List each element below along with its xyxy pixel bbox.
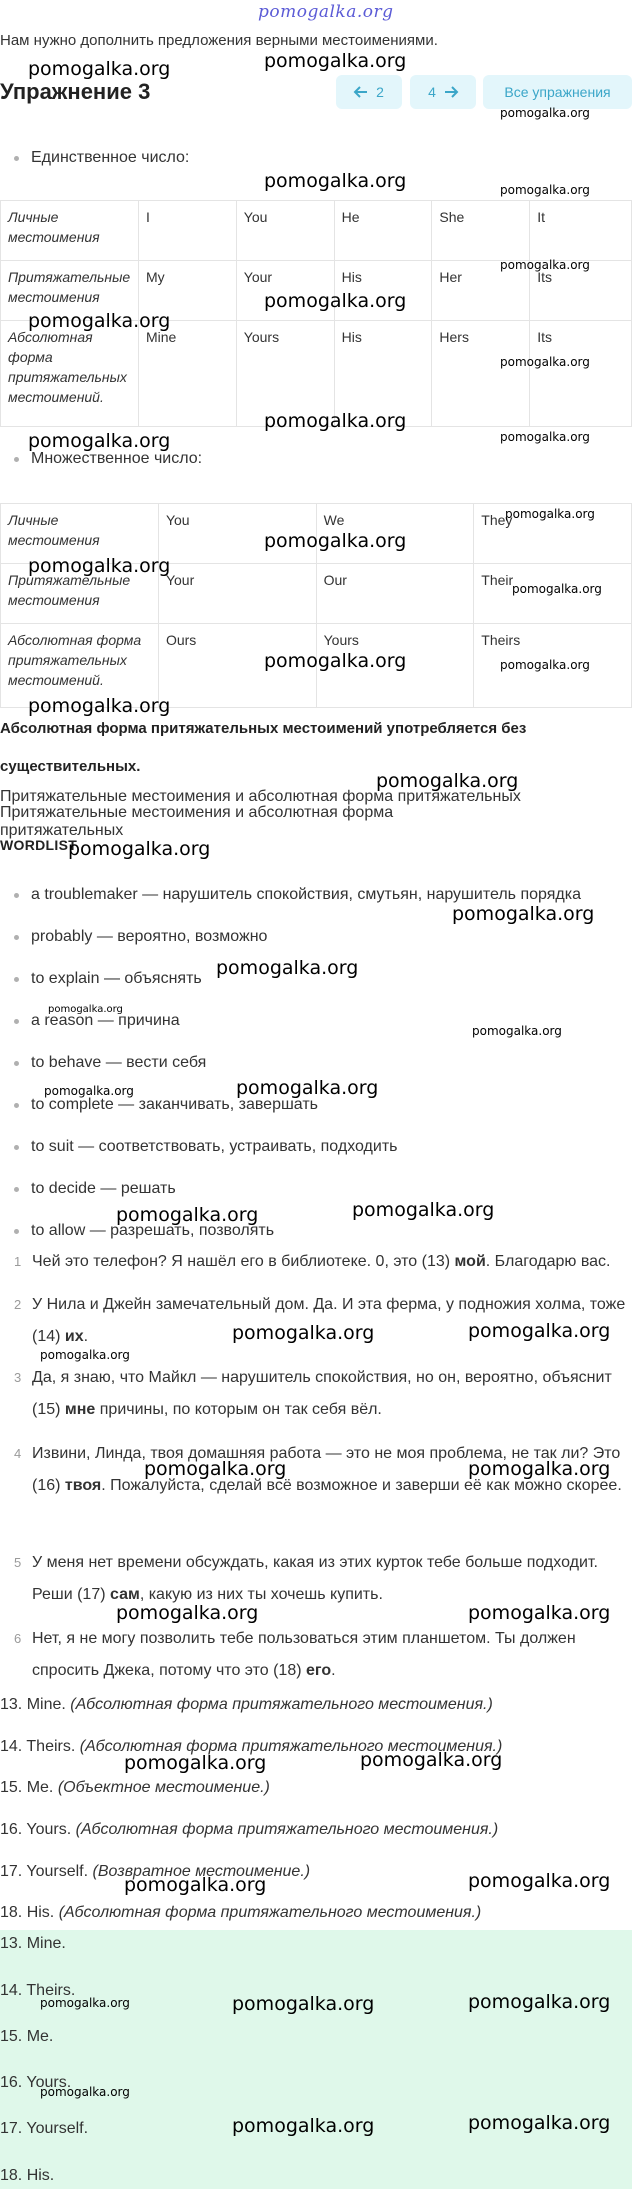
sentence-number: 3 bbox=[14, 1370, 22, 1385]
table-cell: His bbox=[334, 261, 432, 321]
sentence-text-end: . Пожалуйста, сделай всё возможное и заверши её как можно скорее. bbox=[101, 1477, 622, 1494]
wordlist-text: to suit — соответствовать, устраивать, подходить bbox=[31, 1138, 398, 1155]
plural-label: Множественное число: bbox=[31, 450, 203, 467]
table-cell: Its bbox=[530, 321, 632, 427]
watermark: pomogalka.org bbox=[512, 582, 602, 596]
watermark: pomogalka.org bbox=[468, 1602, 611, 1624]
watermark: pomogalka.org bbox=[468, 1870, 611, 1892]
watermark: pomogalka.org bbox=[116, 1204, 259, 1226]
bullet-dot bbox=[14, 457, 19, 462]
watermark: pomogalka.org bbox=[48, 1004, 123, 1015]
watermark: pomogalka.org bbox=[468, 1458, 611, 1480]
answer-note: (Абсолютная форма притяжательного местоимения.) bbox=[75, 1821, 499, 1838]
watermark: pomogalka.org bbox=[144, 1458, 287, 1480]
wordlist-text: to complete — заканчивать, завершать bbox=[31, 1096, 319, 1113]
bullet-dot bbox=[14, 1103, 19, 1108]
answer-line bbox=[0, 1821, 498, 1839]
watermark: pomogalka.org bbox=[232, 1322, 375, 1344]
bullet-dot bbox=[14, 893, 19, 898]
watermark: pomogalka.org bbox=[40, 1348, 130, 1362]
watermark: pomogalka.org bbox=[468, 2112, 611, 2134]
exercise-title: Упражнение 3 bbox=[0, 79, 151, 104]
wordlist-text: probably — вероятно, возможно bbox=[31, 928, 268, 945]
wordlist-text: a troublemaker — нарушитель спокойствия, смутьян, нарушитель порядка bbox=[31, 886, 581, 903]
answer-note: (Абсолютная форма притяжательного местоимения.) bbox=[70, 1696, 493, 1713]
watermark: pomogalka.org bbox=[468, 1991, 611, 2013]
sentence-text: У меня нет времени обсуждать, какая из этих курток тебе больше подходит. Реши (17) bbox=[32, 1554, 598, 1603]
answer-text: 13. Mine. bbox=[0, 1696, 66, 1713]
sentence-answer: мне bbox=[64, 1401, 96, 1418]
table-cell: Its bbox=[530, 261, 632, 321]
exercise-sentence bbox=[0, 1246, 632, 1278]
wordlist-text: to allow — разрешать, позволять bbox=[31, 1222, 275, 1239]
table-cell: Your bbox=[158, 564, 316, 624]
table-cell: I bbox=[138, 201, 236, 261]
wordlist-title: WORDLIST bbox=[0, 837, 78, 853]
sentence-answer: твоя bbox=[64, 1477, 102, 1494]
watermark: pomogalka.org bbox=[264, 170, 407, 192]
sentence-answer: сам bbox=[109, 1586, 140, 1603]
table-cell: Their bbox=[474, 564, 632, 624]
next-exercise-label: 4 bbox=[428, 84, 436, 100]
wordlist-text: to decide — решать bbox=[31, 1180, 176, 1197]
bullet-dot bbox=[14, 977, 19, 982]
watermark: pomogalka.org bbox=[500, 430, 590, 444]
bullet-dot bbox=[14, 1229, 19, 1234]
all-exercises-label: Все упражнения bbox=[504, 84, 611, 100]
sentence-text: Извини, Линда, твоя домашняя работа — это не моя проблема, не так ли? Это (16) bbox=[32, 1445, 621, 1494]
wordlist-item bbox=[14, 1054, 206, 1072]
answer-text: 16. Yours. bbox=[0, 1821, 72, 1838]
answer-line bbox=[0, 1779, 270, 1797]
bullet-dot bbox=[14, 156, 19, 161]
final-answer: 13. Mine. bbox=[0, 1935, 66, 1952]
bullet-dot bbox=[14, 1019, 19, 1024]
sentence-answer: мой bbox=[454, 1253, 486, 1270]
sentence-number: 6 bbox=[14, 1631, 22, 1646]
answer-note: (Абсолютная форма притяжательного местоимения.) bbox=[79, 1738, 503, 1755]
table-cell: Mine bbox=[138, 321, 236, 427]
watermark: pomogalka.org bbox=[28, 58, 171, 80]
table-row-header: Абсолютная форма притяжательных местоимений. bbox=[1, 624, 159, 708]
sentence-text: Чей это телефон? Я нашёл его в библиотеке. 0, это (13) bbox=[32, 1253, 455, 1270]
prev-exercise-label: 2 bbox=[376, 84, 384, 100]
site-logo[interactable]: pomogalka.org bbox=[258, 2, 394, 22]
answer-text: 14. Theirs. bbox=[0, 1738, 76, 1755]
bullet-dot bbox=[14, 1187, 19, 1192]
watermark: pomogalka.org bbox=[216, 957, 359, 979]
prev-exercise-button[interactable] bbox=[336, 75, 402, 109]
singular-label: Единственное число: bbox=[31, 149, 190, 166]
sentence-text-end: причины, по которым он так себя вёл. bbox=[95, 1401, 382, 1418]
sentence-text: Да, я знаю, что Майкл — нарушитель спокойствия, но он, вероятно, объяснит (15) bbox=[32, 1369, 612, 1418]
table-row-header: Личные местоимения bbox=[1, 201, 139, 261]
table-cell: You bbox=[158, 504, 316, 564]
watermark: pomogalka.org bbox=[116, 1602, 259, 1624]
watermark: pomogalka.org bbox=[264, 50, 407, 72]
table-row-header: Притяжательные местоимения bbox=[1, 261, 139, 321]
table-cell: They bbox=[474, 504, 632, 564]
watermark: pomogalka.org bbox=[500, 106, 590, 120]
watermark: pomogalka.org bbox=[232, 1993, 375, 2015]
wordlist-item bbox=[14, 1138, 398, 1156]
final-answer: 17. Yourself. bbox=[0, 2120, 89, 2137]
clipped-text-content: Притяжательные местоимения и абсолютная форма притяжательных bbox=[0, 804, 394, 839]
bullet-dot bbox=[14, 1061, 19, 1066]
singular-heading bbox=[14, 149, 189, 167]
watermark: pomogalka.org bbox=[505, 507, 595, 521]
watermark: pomogalka.org bbox=[500, 258, 590, 272]
table-cell: Her bbox=[432, 261, 530, 321]
watermark: pomogalka.org bbox=[28, 430, 171, 452]
final-answer: 14. Theirs. bbox=[0, 1982, 76, 1999]
table-row-header: Притяжательные местоимения bbox=[1, 564, 159, 624]
plural-heading bbox=[14, 450, 202, 468]
watermark: pomogalka.org bbox=[264, 410, 407, 432]
wordlist-text: to behave — вести себя bbox=[31, 1054, 207, 1071]
sentence-number: 5 bbox=[14, 1555, 22, 1570]
watermark: pomogalka.org bbox=[28, 555, 171, 577]
table-cell: Yours bbox=[236, 321, 334, 427]
watermark: pomogalka.org bbox=[40, 1996, 130, 2010]
table-cell: She bbox=[432, 201, 530, 261]
table-cell: Theirs bbox=[474, 624, 632, 708]
table-cell: He bbox=[334, 201, 432, 261]
sentence-text-end: , какую из них ты хочешь купить. bbox=[139, 1586, 383, 1603]
wordlist-item bbox=[14, 928, 267, 946]
final-answer: 16. Yours. bbox=[0, 2074, 72, 2091]
watermark: pomogalka.org bbox=[124, 1874, 267, 1896]
arrow-right-icon bbox=[444, 86, 458, 98]
table-cell: It bbox=[530, 201, 632, 261]
watermark: pomogalka.org bbox=[376, 770, 519, 792]
sentence-text-end: . Благодарю вас. bbox=[485, 1253, 611, 1270]
table-row bbox=[1, 201, 632, 261]
sentence-number: 2 bbox=[14, 1297, 22, 1312]
wordlist-item bbox=[14, 1180, 176, 1198]
watermark: pomogalka.org bbox=[500, 183, 590, 197]
answer-note: (Объектное местоимение.) bbox=[57, 1779, 270, 1796]
comparison-note: Притяжательные местоимения и абсолютная форма притяжательных bbox=[0, 788, 521, 805]
watermark: pomogalka.org bbox=[44, 1084, 134, 1098]
answer-text: 18. His. bbox=[0, 1904, 55, 1921]
exercise-sentence bbox=[0, 1362, 632, 1426]
watermark: pomogalka.org bbox=[236, 1077, 379, 1099]
arrow-left-icon bbox=[354, 86, 368, 98]
watermark: pomogalka.org bbox=[28, 310, 171, 332]
wordlist-item bbox=[14, 886, 581, 904]
watermark: pomogalka.org bbox=[28, 695, 171, 717]
watermark: pomogalka.org bbox=[500, 355, 590, 369]
watermark: pomogalka.org bbox=[124, 1752, 267, 1774]
clipped-text bbox=[0, 804, 420, 839]
task-description: Нам нужно дополнить предложения верными местоимениями. bbox=[0, 32, 438, 49]
watermark: pomogalka.org bbox=[472, 1024, 562, 1038]
answer-line bbox=[0, 1696, 493, 1714]
all-exercises-button[interactable] bbox=[483, 75, 632, 109]
table-cell: Yours bbox=[316, 624, 474, 708]
table-cell: Hers bbox=[432, 321, 530, 427]
table-cell: His bbox=[334, 321, 432, 427]
sentence-number: 1 bbox=[14, 1254, 22, 1269]
answer-box bbox=[0, 1930, 632, 2189]
final-answer: 18. His. bbox=[0, 2167, 55, 2184]
watermark: pomogalka.org bbox=[264, 530, 407, 552]
table-row-header: Абсолютная форма притяжательных местоимений. bbox=[1, 321, 139, 427]
watermark: pomogalka.org bbox=[468, 1320, 611, 1342]
sentence-text: Нет, я не могу позволить тебе пользоваться этим планшетом. Ты должен спросить Джека, потому что это (18) bbox=[32, 1630, 576, 1679]
sentence-number: 4 bbox=[14, 1446, 22, 1461]
table-cell: Our bbox=[316, 564, 474, 624]
watermark: pomogalka.org bbox=[452, 903, 595, 925]
wordlist-text: a reason — причина bbox=[31, 1012, 180, 1029]
final-answer: 15. Me. bbox=[0, 2028, 54, 2045]
watermark: pomogalka.org bbox=[264, 290, 407, 312]
table-cell: My bbox=[138, 261, 236, 321]
watermark: pomogalka.org bbox=[360, 1749, 503, 1771]
watermark: pomogalka.org bbox=[500, 658, 590, 672]
table-row-header: Личные местоимения bbox=[1, 504, 159, 564]
watermark: pomogalka.org bbox=[232, 2115, 375, 2137]
answer-line bbox=[0, 1904, 481, 1922]
sentence-text-end: . bbox=[83, 1328, 89, 1345]
wordlist-item bbox=[14, 970, 202, 988]
exercise-sentence bbox=[0, 1623, 632, 1687]
sentence-answer: их bbox=[64, 1328, 84, 1345]
answer-text: 15. Me. bbox=[0, 1779, 54, 1796]
bullet-dot bbox=[14, 935, 19, 940]
wordlist-text: to explain — объяснять bbox=[31, 970, 202, 987]
usage-rule: Абсолютная форма притяжательных местоимений употребляется без существительных. bbox=[0, 720, 527, 775]
answer-note: (Абсолютная форма притяжательного местоимения.) bbox=[58, 1904, 482, 1921]
sentence-answer: его bbox=[306, 1662, 332, 1679]
watermark: pomogalka.org bbox=[68, 838, 211, 860]
sentence-text: У Нила и Джейн замечательный дом. Да. И эта ферма, у подножия холма, тоже (14) bbox=[32, 1296, 626, 1345]
answer-note: (Возвратное местоимение.) bbox=[92, 1863, 311, 1880]
table-cell: We bbox=[316, 504, 474, 564]
watermark: pomogalka.org bbox=[352, 1199, 495, 1221]
sentence-text-end: . bbox=[331, 1662, 336, 1679]
watermark: pomogalka.org bbox=[40, 2085, 130, 2099]
answer-text: 17. Yourself. bbox=[0, 1863, 89, 1880]
next-exercise-button[interactable] bbox=[410, 75, 476, 109]
table-cell: You bbox=[236, 201, 334, 261]
watermark: pomogalka.org bbox=[264, 650, 407, 672]
table-cell: Ours bbox=[158, 624, 316, 708]
bullet-dot bbox=[14, 1145, 19, 1150]
table-cell: Your bbox=[236, 261, 334, 321]
